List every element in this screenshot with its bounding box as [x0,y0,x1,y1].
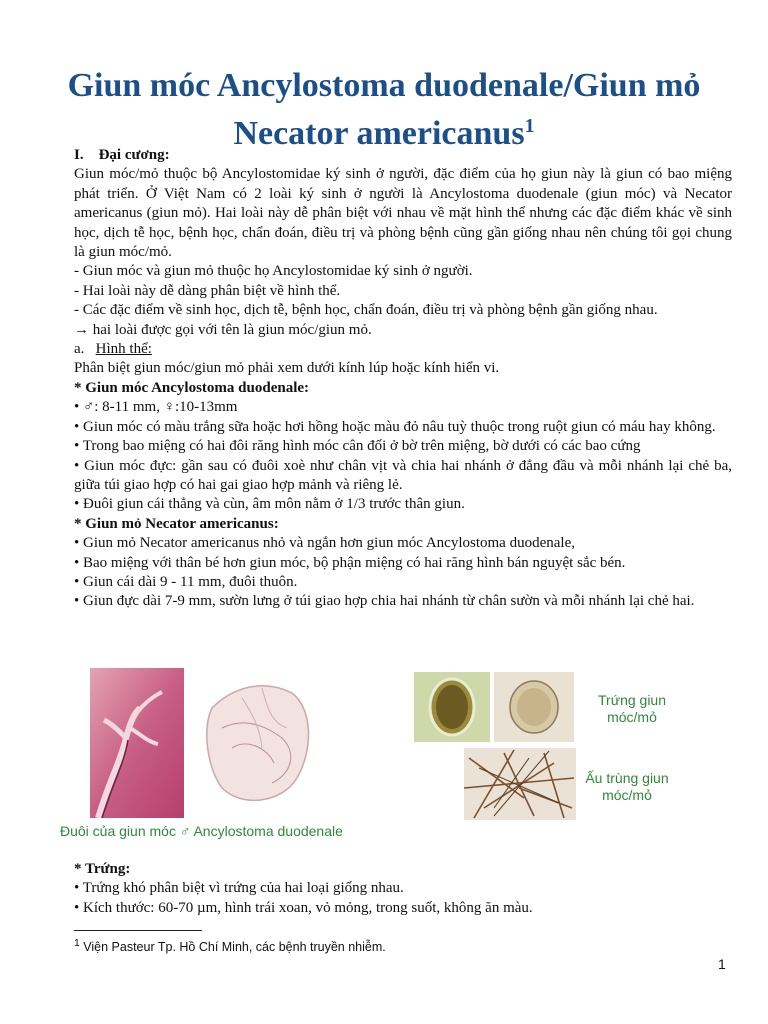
egg-caption: Trứng giun móc/mỏ [598,692,666,725]
tail-caption: Đuôi của giun móc ♂ Ancylostoma duodenale [60,823,343,839]
subsection-heading [74,340,732,359]
ancylostoma-heading: * Giun móc Ancylostoma duodenale: [74,379,310,396]
necator-item: • Giun đực dài 7-9 mm, sườn lưng ở túi giao hợp chia hai nhánh từ chân sườn và mỗi nhánh lại chẻ hai. [74,593,695,610]
summary-item: - Giun móc và giun mỏ thuộc họ Ancylostomidae ký sinh ở người. [74,263,473,280]
egg-photo-1 [414,672,490,742]
footnote-ref[interactable]: 1 [524,115,535,137]
ancylostoma-item: • Giun móc có màu trắng sữa hoặc hơi hồng hoặc màu đỏ nâu tuỳ thuộc trong ruột giun có máu hay không. [74,418,716,435]
title-line-2: Necator americanus [233,115,525,152]
summary-item: → hai loài được gọi với tên là giun móc/giun mỏ. [74,321,372,338]
larva-caption: Ấu trùng giun móc/mỏ [585,770,669,803]
egg-section [74,860,732,918]
footnote-divider [74,930,202,931]
summary-item: - Hai loài này dễ dàng phân biệt về hình thể. [74,282,341,299]
ancylostoma-item: • Đuôi giun cái thẳng và cùn, âm môn nằm ở 1/3 trước thân giun. [74,496,465,513]
ancylostoma-item: • Giun móc đực: gần sau có đuôi xoè như chân vịt và chia hai nhánh ở đẳng đầu và mỗi nhánh lại chẻ ba, giữa túi giao hợp có hai gai giao hợp mảnh và riêng lẻ. [74,457,732,493]
page-title [40,66,728,154]
page-number: 1 [718,956,726,972]
egg-heading: * Trứng: [74,861,131,877]
necator-item: • Giun cái dài 9 - 11 mm, đuôi thuôn. [74,573,298,590]
summary-item: - Các đặc điểm về sinh học, dịch tễ, bệnh học, chẩn đoán, điều trị và phòng bệnh gần giống nhau. [74,302,658,319]
necator-item: • Giun mỏ Necator americanus nhỏ và ngắn hơn giun móc Ancylostoma duodenale, [74,535,575,552]
footnote [74,938,386,954]
necator-heading: * Giun mỏ Necator americanus: [74,515,279,532]
hookworm-tail-photo-stained [90,668,184,818]
hookworm-tail-photo-unstained [202,668,320,818]
egg-item: • Trứng khó phân biệt vì trứng của hai loại giống nhau. [74,880,404,897]
subsection-heading-text: Hình thể: [95,341,152,358]
footnote-mark: 1 [74,938,80,949]
title-line-1: Giun móc Ancylostoma duodenale/Giun mỏ [67,67,701,104]
section-heading-text: Đại cương: [98,147,170,163]
intro-paragraph: Giun móc/mỏ thuộc bộ Ancylostomidae ký sinh ở người, đặc điểm của họ giun này là giun có bao miệng phát triển. Ở Việt Nam có 2 loài ký sinh ở người là Ancylostoma duodenale (giun móc) và Necator americanus (giun mỏ). Hai loài này dễ phân biệt với nhau về mặt hình thể nhưng các đặc điểm khác về sinh học, dịch tễ học, bệnh học, chẩn đoán, điều trị và phòng bệnh cũng gần giống nhau nên chúng tôi gọi chung là giun móc/mỏ. [74,166,732,261]
section-number: I. [74,147,84,163]
subsection-label: a. [74,341,85,358]
section-heading [74,146,732,165]
ancylostoma-item: • ♂: 8-11 mm, ♀:10-13mm [74,399,238,416]
egg-item: • Kích thước: 60-70 µm, hình trái xoan, vỏ mỏng, trong suốt, không ăn màu. [74,899,533,916]
main-text [74,146,732,612]
ancylostoma-item: • Trong bao miệng có hai đôi răng hình móc cân đối ở bờ trên miệng, bờ dưới có các bao cứng [74,438,641,455]
necator-item: • Bao miệng với thân bé hơn giun móc, bộ phận miệng có hai răng hình bán nguyệt sắc bén. [74,554,626,571]
footnote-text: Viện Pasteur Tp. Hồ Chí Minh, các bệnh truyền nhiễm. [79,940,386,955]
larva-photo [464,748,576,820]
morph-intro: Phân biệt giun móc/giun mỏ phải xem dưới kính lúp hoặc kính hiển vi. [74,360,500,377]
egg-photo-2 [494,672,574,742]
